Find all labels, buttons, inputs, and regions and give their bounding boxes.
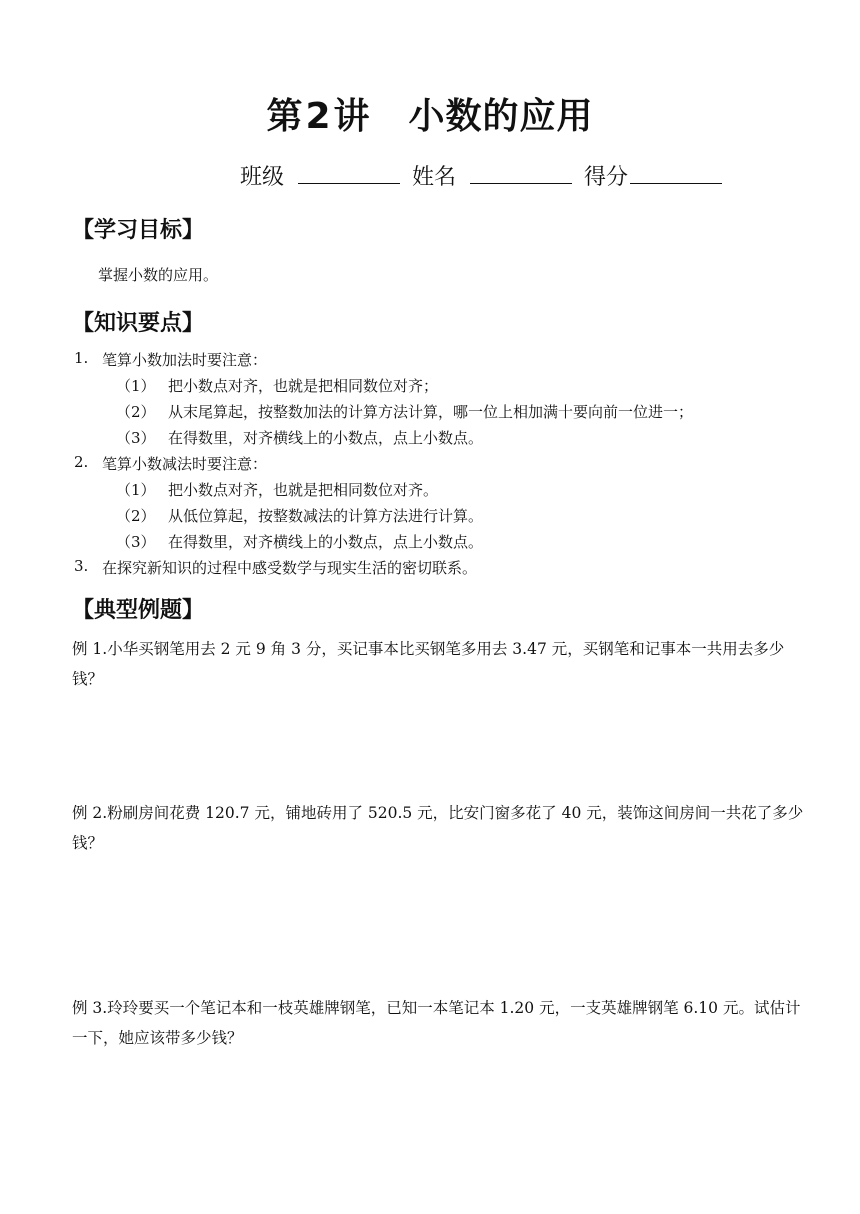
sub-point-text: 把小数点对齐，也就是把相同数位对齐。 — [168, 481, 439, 499]
sub-point-number: （2） — [116, 403, 156, 421]
title-topic: 小数的应用 — [408, 96, 594, 137]
key-point-text: 笔算小数减法时要注意： — [102, 455, 268, 473]
sub-point-text: 从低位算起，按整数减法的计算方法进行计算。 — [168, 507, 484, 525]
score-label: 得分 — [584, 165, 629, 190]
key-point-number: 1. — [74, 349, 89, 367]
objectives-heading: 【学习目标】 — [72, 218, 205, 243]
sub-point-text: 从末尾算起，按整数加法的计算方法计算，哪一位上相加满十要向前一位进一； — [168, 403, 694, 421]
sub-point-text: 把小数点对齐，也就是把相同数位对齐； — [168, 377, 439, 395]
example-problem-1: 例 1.小华买钢笔用去 2 元 9 角 3 分，买记事本比买钢笔多用去 3.47 元，买钢笔和记事本一共用去多少钱？ — [72, 640, 785, 688]
class-blank[interactable] — [298, 163, 400, 184]
sub-point-text: 在得数里，对齐横线上的小数点，点上小数点。 — [168, 429, 484, 447]
example-problem-2: 例 2.粉刷房间花费 120.7 元，铺地砖用了 520.5 元，比安门窗多花了 40 元，装饰这间房间一共花了多少钱？ — [72, 804, 804, 852]
name-blank[interactable] — [470, 163, 572, 184]
class-label: 班级 — [240, 165, 285, 190]
student-info-line — [240, 160, 722, 191]
score-blank[interactable] — [630, 163, 722, 184]
key-point-number: 2. — [74, 453, 89, 471]
key-point-text: 在探究新知识的过程中感受数学与现实生活的密切联系。 — [102, 559, 478, 577]
title-lecture: 讲 — [333, 96, 371, 137]
sub-point-number: （2） — [116, 507, 156, 525]
sub-point-number: （3） — [116, 429, 156, 447]
name-label: 姓名 — [412, 165, 457, 190]
sub-point-text: 在得数里，对齐横线上的小数点，点上小数点。 — [168, 533, 484, 551]
key-point-text: 笔算小数加法时要注意： — [102, 351, 268, 369]
sub-point-number: （1） — [116, 377, 156, 395]
example-problem-3: 例 3.玲玲要买一个笔记本和一枝英雄牌钢笔，已知一本笔记本 1.20 元，一支英雄牌钢笔 6.10 元。试估计一下，她应该带多少钱？ — [72, 999, 801, 1047]
examples-heading: 【典型例题】 — [72, 598, 205, 623]
sub-point-number: （3） — [116, 533, 156, 551]
page-title — [0, 88, 860, 139]
title-prefix: 第 — [266, 96, 304, 137]
key-points-heading: 【知识要点】 — [72, 311, 205, 336]
key-point-number: 3. — [74, 557, 89, 575]
sub-point-number: （1） — [116, 481, 156, 499]
objectives-text: 掌握小数的应用。 — [98, 266, 219, 284]
title-number: 2 — [305, 96, 332, 137]
